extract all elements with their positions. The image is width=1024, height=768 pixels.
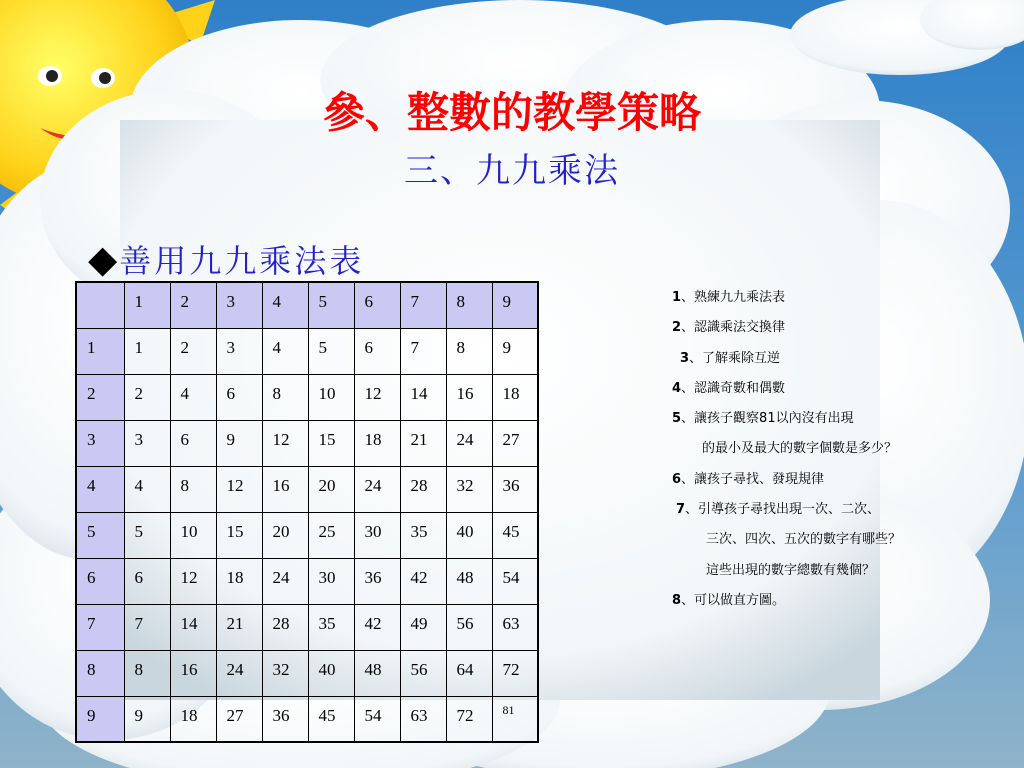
table-row-header-cell: 4 xyxy=(76,466,124,512)
note-item xyxy=(672,351,901,381)
table-row xyxy=(76,650,538,696)
table-cell: 42 xyxy=(400,558,446,604)
table-row xyxy=(76,374,538,420)
note-item xyxy=(672,290,901,320)
table-cell: 24 xyxy=(354,466,400,512)
table-row-header-cell: 1 xyxy=(76,328,124,374)
table-cell: 15 xyxy=(216,512,262,558)
table-header-cell: 4 xyxy=(262,282,308,328)
table-cell: 9 xyxy=(124,696,170,742)
table-cell: 72 xyxy=(492,650,538,696)
table-cell: 2 xyxy=(124,374,170,420)
table-row-header-cell: 8 xyxy=(76,650,124,696)
table-cell: 18 xyxy=(170,696,216,742)
note-number: 6 xyxy=(672,471,682,487)
table-cell: 54 xyxy=(492,558,538,604)
table-cell: 24 xyxy=(216,650,262,696)
note-item xyxy=(672,411,901,441)
table-cell: 54 xyxy=(354,696,400,742)
table-row-header-cell: 5 xyxy=(76,512,124,558)
table-cell: 3 xyxy=(124,420,170,466)
table-cell: 1 xyxy=(124,328,170,374)
table-cell: 5 xyxy=(308,328,354,374)
note-text: 三次、四次、五次的數字有哪些？ xyxy=(706,532,902,548)
table-cell: 20 xyxy=(308,466,354,512)
table-cell: 21 xyxy=(400,420,446,466)
note-text: 、引導孩子尋找出現一次、二次、 xyxy=(685,502,881,518)
table-cell: 36 xyxy=(492,466,538,512)
note-item xyxy=(672,532,901,562)
table-cell: 7 xyxy=(124,604,170,650)
table-cell: 16 xyxy=(170,650,216,696)
note-item xyxy=(672,441,901,471)
table-cell: 81 xyxy=(492,696,538,742)
table-cell: 8 xyxy=(446,328,492,374)
table-cell: 10 xyxy=(308,374,354,420)
diamond-bullet-icon: ◆ xyxy=(88,237,118,281)
note-number: 3 xyxy=(680,350,690,366)
table-cell: 30 xyxy=(308,558,354,604)
table-cell: 15 xyxy=(308,420,354,466)
note-text: 、熟練九九乘法表 xyxy=(681,290,786,305)
note-text: 的最小及最大的數字個數是多少？ xyxy=(702,441,898,457)
table-cell: 20 xyxy=(262,512,308,558)
table-cell: 12 xyxy=(170,558,216,604)
table-cell: 30 xyxy=(354,512,400,558)
table-row xyxy=(76,420,538,466)
table-cell: 16 xyxy=(446,374,492,420)
table-header-cell: 9 xyxy=(492,282,538,328)
note-text: 、可以做直方圖。 xyxy=(681,592,786,608)
note-text: 這些出現的數字總數有幾個？ xyxy=(706,562,876,578)
note-item xyxy=(672,593,901,623)
table-cell: 18 xyxy=(354,420,400,466)
table-cell: 6 xyxy=(170,420,216,466)
notes-list xyxy=(672,290,901,623)
note-text: 、讓孩子尋找、發現規律 xyxy=(681,471,825,487)
table-header-cell: 2 xyxy=(170,282,216,328)
table-cell: 45 xyxy=(492,512,538,558)
table-row-header-cell: 2 xyxy=(76,374,124,420)
table-cell: 63 xyxy=(400,696,446,742)
table-cell: 40 xyxy=(446,512,492,558)
table-cell: 9 xyxy=(492,328,538,374)
table-cell: 28 xyxy=(400,466,446,512)
table-cell: 24 xyxy=(262,558,308,604)
note-number: 5 xyxy=(672,411,682,427)
table-cell: 16 xyxy=(262,466,308,512)
table-cell: 4 xyxy=(170,374,216,420)
note-item xyxy=(672,381,901,411)
table-cell: 49 xyxy=(400,604,446,650)
table-cell: 12 xyxy=(262,420,308,466)
table-cell: 8 xyxy=(262,374,308,420)
table-header-cell: 7 xyxy=(400,282,446,328)
note-item xyxy=(672,563,901,593)
note-item xyxy=(672,320,901,350)
table-row xyxy=(76,604,538,650)
note-number: 8 xyxy=(672,592,682,608)
table-row xyxy=(76,696,538,742)
table-cell: 14 xyxy=(400,374,446,420)
slide-title: 參、整數的教學策略 xyxy=(322,88,701,137)
table-cell: 6 xyxy=(124,558,170,604)
table-header-cell: 3 xyxy=(216,282,262,328)
table-header-row xyxy=(76,282,538,328)
bullet-text: 善用九九乘法表 xyxy=(119,242,365,280)
note-number: 2 xyxy=(672,320,682,336)
table-cell: 45 xyxy=(308,696,354,742)
bullet-heading xyxy=(88,236,364,282)
table-cell: 21 xyxy=(216,604,262,650)
table-cell: 6 xyxy=(216,374,262,420)
table-cell: 18 xyxy=(492,374,538,420)
table-row xyxy=(76,558,538,604)
table-cell: 8 xyxy=(124,650,170,696)
table-cell: 9 xyxy=(216,420,262,466)
table-row xyxy=(76,512,538,558)
note-item xyxy=(672,472,901,502)
table-cell: 5 xyxy=(124,512,170,558)
table-cell: 36 xyxy=(354,558,400,604)
note-text: 、了解乘除互逆 xyxy=(689,350,781,366)
table-cell: 27 xyxy=(216,696,262,742)
table-cell: 14 xyxy=(170,604,216,650)
table-cell: 48 xyxy=(446,558,492,604)
table-cell: 7 xyxy=(400,328,446,374)
note-text: 、認識乘法交換律 xyxy=(681,320,786,336)
note-number: 7 xyxy=(676,502,686,518)
table-cell: 72 xyxy=(446,696,492,742)
table-cell: 40 xyxy=(308,650,354,696)
multiplication-table xyxy=(75,281,539,743)
table-cell: 36 xyxy=(262,696,308,742)
table-cell: 27 xyxy=(492,420,538,466)
table-header-cell: 6 xyxy=(354,282,400,328)
note-text: 、讓孩子觀察81以內沒有出現 xyxy=(681,411,854,427)
table-cell: 35 xyxy=(308,604,354,650)
table-row-header-cell: 9 xyxy=(76,696,124,742)
table-row xyxy=(76,328,538,374)
note-text: 、認識奇數和偶數 xyxy=(681,380,786,396)
table-cell: 42 xyxy=(354,604,400,650)
table-cell: 63 xyxy=(492,604,538,650)
table-cell: 56 xyxy=(400,650,446,696)
table-cell: 64 xyxy=(446,650,492,696)
table-cell: 8 xyxy=(170,466,216,512)
table-cell: 2 xyxy=(170,328,216,374)
table-cell: 12 xyxy=(354,374,400,420)
table-cell: 3 xyxy=(216,328,262,374)
table-header-cell: 5 xyxy=(308,282,354,328)
table-cell: 48 xyxy=(354,650,400,696)
table-row xyxy=(76,466,538,512)
table-cell: 56 xyxy=(446,604,492,650)
note-number: 1 xyxy=(672,290,682,305)
slide-subtitle: 三、九九乘法 xyxy=(404,151,620,191)
table-cell: 12 xyxy=(216,466,262,512)
note-number: 4 xyxy=(672,380,682,396)
table-cell: 24 xyxy=(446,420,492,466)
table-cell: 32 xyxy=(262,650,308,696)
table-cell: 32 xyxy=(446,466,492,512)
table-cell: 4 xyxy=(124,466,170,512)
table-cell: 4 xyxy=(262,328,308,374)
table-row-header-cell: 7 xyxy=(76,604,124,650)
table-cell: 25 xyxy=(308,512,354,558)
table-header-cell: 8 xyxy=(446,282,492,328)
table-cell: 35 xyxy=(400,512,446,558)
table-header-cell: 1 xyxy=(124,282,170,328)
table-row-header-cell: 6 xyxy=(76,558,124,604)
table-cell: 18 xyxy=(216,558,262,604)
table-corner-cell xyxy=(76,282,124,328)
table-row-header-cell: 3 xyxy=(76,420,124,466)
note-item xyxy=(672,502,901,532)
table-cell: 10 xyxy=(170,512,216,558)
table-cell: 6 xyxy=(354,328,400,374)
table-cell: 28 xyxy=(262,604,308,650)
